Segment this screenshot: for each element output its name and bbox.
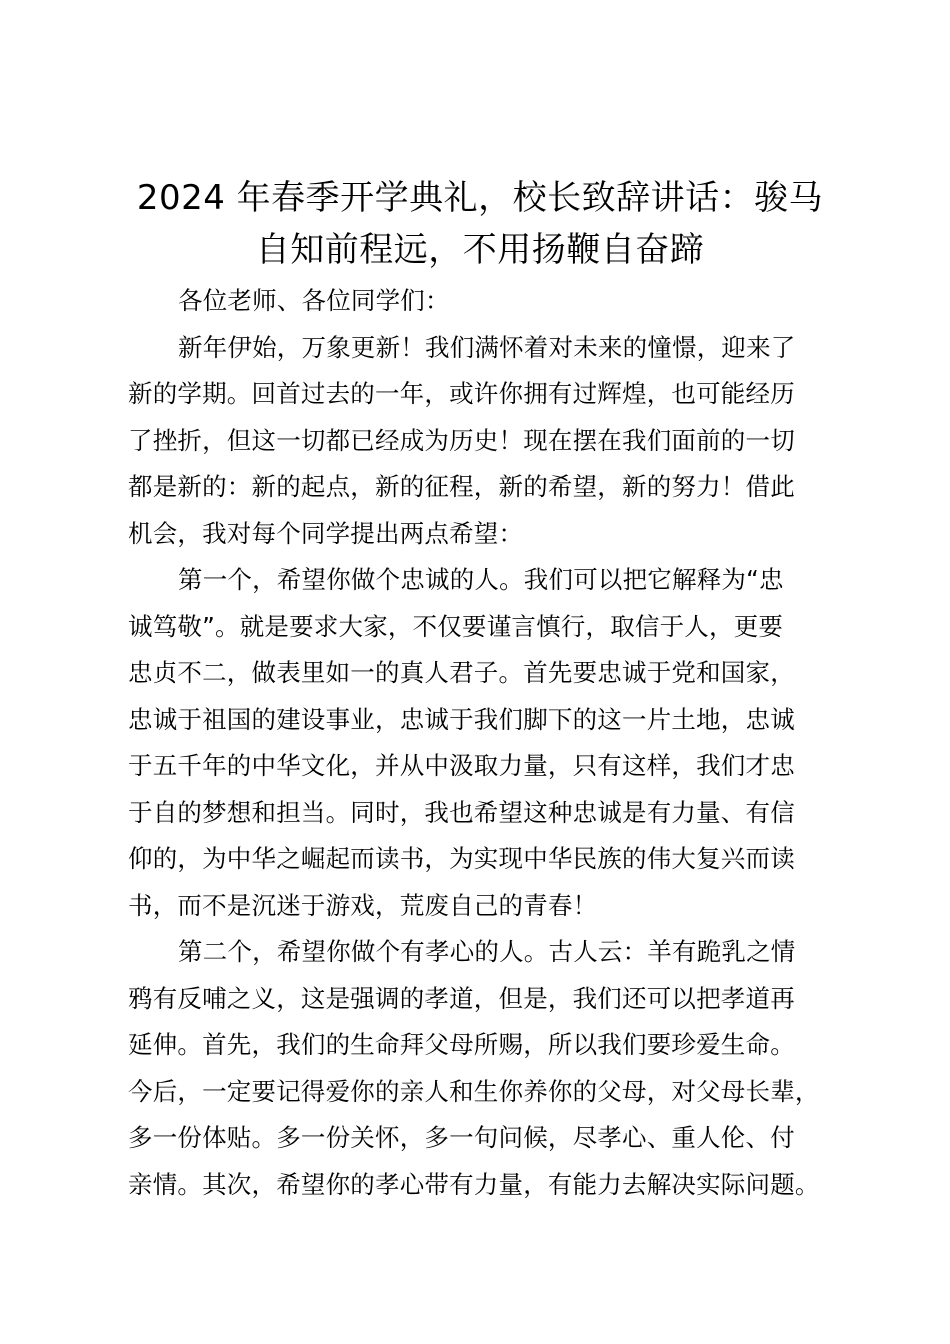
paragraph-line: 仰的，为中华之崛起而读书，为实现中华民族的伟大复兴而读: [128, 844, 795, 873]
title-line-2: 自知前程远，不用扬鞭自奋蹄: [255, 230, 705, 270]
paragraph-line: 于五千年的中华文化，并从中汲取力量，只有这样，我们才忠: [128, 751, 795, 780]
paragraph-line: 延伸。首先，我们的生命拜父母所赐，所以我们要珍爱生命。: [128, 1030, 795, 1059]
paragraph-line: 了挫折，但这一切都已经成为历史！现在摆在我们面前的一切: [128, 425, 795, 455]
paragraph-line: 诚笃敬”。就是要求大家，不仅要谨言慎行，取信于人，更要: [128, 611, 784, 641]
title-line-1: 2024 年春季开学典礼，校长致辞讲话：骏马: [136, 178, 824, 218]
paragraph-line: 第一个，希望你做个忠诚的人。我们可以把它解释为“忠: [178, 565, 784, 594]
paragraph-line: 亲情。其次，希望你的孝心带有力量，有能力去解决实际问题。: [128, 1169, 820, 1199]
paragraph-line: 机会，我对每个同学提出两点希望：: [128, 518, 524, 548]
paragraph-line: 都是新的：新的起点，新的征程，新的希望，新的努力！借此: [128, 472, 795, 501]
paragraph-line: 新年伊始，万象更新！我们满怀着对未来的憧憬，迎来了: [178, 332, 796, 362]
paragraph-line: 鸦有反哺之义，这是强调的孝道，但是，我们还可以把孝道再: [128, 983, 795, 1013]
paragraph-line: 新的学期。回首过去的一年，或许你拥有过辉煌，也可能经历: [128, 379, 795, 408]
paragraph-line: 第二个，希望你做个有孝心的人。古人云：羊有跪乳之情: [178, 937, 796, 966]
paragraph-line: 于自的梦想和担当。同时，我也希望这种忠诚是有力量、有信: [128, 797, 795, 827]
paragraph-line: 忠诚于祖国的建设事业，忠诚于我们脚下的这一片土地，忠诚: [128, 704, 795, 734]
paragraph-line: 书，而不是沉迷于游戏，荒废自己的青春！: [128, 890, 598, 920]
document-title: [120, 172, 840, 276]
paragraph-line: 忠贞不二，做表里如一的真人君子。首先要忠诚于党和国家，: [128, 658, 795, 687]
paragraph-line: 多一份体贴。多一份关怀，多一句问候，尽孝心、重人伦、付: [128, 1123, 795, 1152]
paragraph-line: 今后，一定要记得爱你的亲人和生你养你的父母，对父母长辈，: [128, 1076, 820, 1106]
document-body: [128, 278, 838, 1208]
salutation: 各位老师、各位同学们：: [178, 286, 450, 315]
